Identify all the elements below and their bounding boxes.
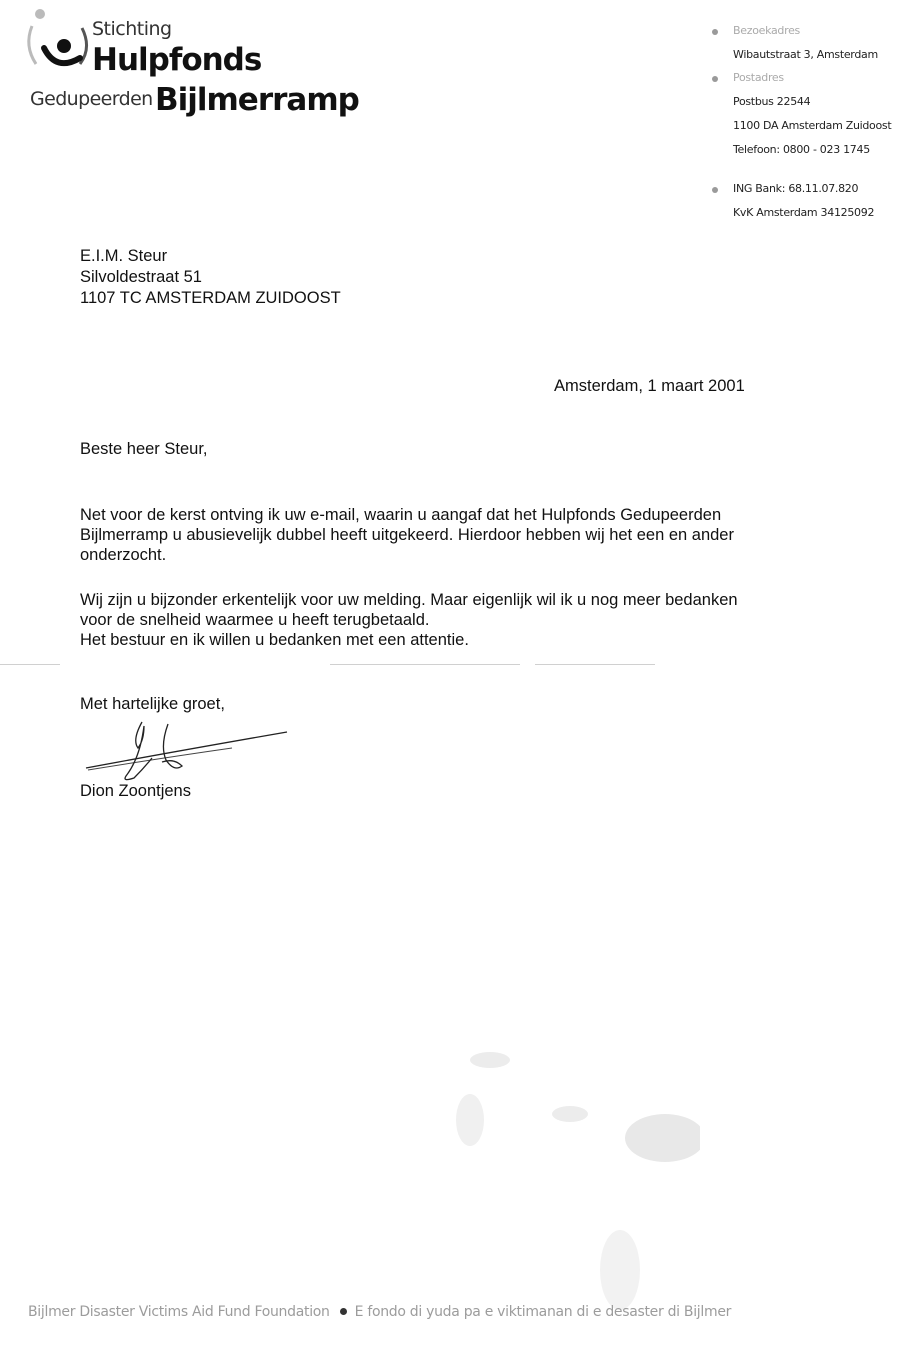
logo-bijlmerramp: Bijlmerramp: [155, 82, 359, 118]
scan-artifact: [330, 664, 520, 665]
paragraph-2-line: Het bestuur en ik willen u bedanken met een attentie.: [80, 631, 469, 649]
footer-tagline: [28, 1304, 731, 1320]
kvk-number: KvK Amsterdam 34125092: [733, 206, 875, 219]
bullet-icon: [340, 1308, 347, 1315]
letter-date: Amsterdam, 1 maart 2001: [554, 377, 745, 395]
handwritten-signature: [82, 718, 292, 788]
postal-box: Postbus 22544: [733, 95, 811, 108]
salutation: Beste heer Steur,: [80, 440, 208, 458]
logo-stichting: Stichting: [92, 18, 172, 40]
footer-papiamento: E fondo di yuda pa e viktimanan di e desaster di Bijlmer: [354, 1304, 732, 1320]
closing: Met hartelijke groet,: [80, 695, 225, 713]
logo-gedupeerden: Gedupeerden: [30, 88, 153, 110]
recipient-street: Silvoldestraat 51: [80, 268, 202, 286]
visit-label: Bezoekadres: [733, 24, 800, 37]
visit-address: Wibautstraat 3, Amsterdam: [733, 48, 878, 61]
paragraph-2-line: voor de snelheid waarmee u heeft terugbetaald.: [80, 611, 430, 629]
paragraph-2-line: Wij zijn u bijzonder erkentelijk voor uw melding. Maar eigenlijk wil ik u nog meer bedanken: [80, 591, 738, 609]
bullet-icon: [712, 76, 718, 82]
logo-hulpfonds: Hulpfonds: [92, 42, 262, 78]
postal-label: Postadres: [733, 71, 784, 84]
footer-english: Bijlmer Disaster Victims Aid Fund Foundation: [28, 1304, 330, 1320]
foundation-logo-icon: [22, 6, 92, 82]
paragraph-1-line: Bijlmerramp u abusievelijk dubbel heeft uitgekeerd. Hierdoor hebben wij het een en ander: [80, 526, 734, 544]
bullet-icon: [712, 187, 718, 193]
signer-name: Dion Zoontjens: [80, 782, 191, 800]
phone-number: Telefoon: 0800 - 023 1745: [733, 143, 870, 156]
paragraph-1-line: Net voor de kerst ontving ik uw e-mail, waarin u aangaf dat het Hulpfonds Gedupeerden: [80, 506, 722, 524]
scan-artifact: [535, 664, 655, 665]
recipient-city: 1107 TC AMSTERDAM ZUIDOOST: [80, 289, 341, 307]
scan-artifact: [0, 664, 60, 665]
postal-city: 1100 DA Amsterdam Zuidoost: [733, 119, 892, 132]
recipient-name: E.I.M. Steur: [80, 247, 168, 265]
bank-account: ING Bank: 68.11.07.820: [733, 182, 859, 195]
paragraph-1-line: onderzocht.: [80, 546, 167, 564]
bullet-icon: [712, 29, 718, 35]
logo-watermark: [440, 1040, 700, 1310]
